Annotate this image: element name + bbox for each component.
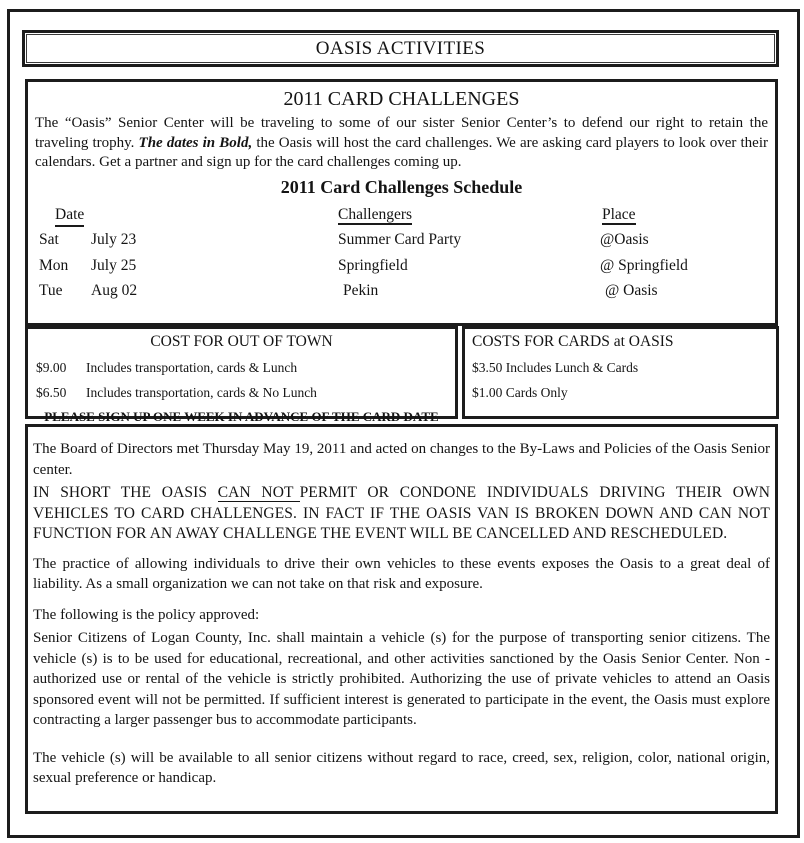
card-challenges-intro [34, 114, 769, 173]
policy-paragraph-in-short [32, 483, 771, 545]
cost-desc: Includes transportation, cards & Lunch [86, 360, 298, 375]
schedule-header-row [34, 205, 769, 231]
card-challenges-section [25, 79, 778, 326]
cell-challenger: Summer Card Party [338, 231, 462, 248]
cell-place: @ Oasis [605, 282, 658, 299]
card-challenges-heading: 2011 CARD CHALLENGES [283, 88, 520, 110]
schedule-table [34, 205, 769, 307]
column-header-date: Date [55, 205, 84, 227]
p2-part2: PERMIT OR CONDONE INDIVIDUALS DRIVING THEIR OWN VEHICLES TO CARD CHALLENGES. IN FACT IF THE OASIS VAN IS BROKEN DOWN AND CAN NOT FUNCTION FOR AN AWAY CHALLENGE THE EVENT WILL BE CANCELLED AND RESCHEDULED. [33, 484, 771, 542]
cell-day: Sat [39, 231, 59, 248]
cost-price: $6.50 [36, 385, 67, 400]
intro-part2: the Oasis will host the card challenges. We are asking card players to look over their calendars. Get a partner and sign up for the card challenges coming up. [35, 134, 768, 170]
cost-at-oasis-heading: COSTS FOR CARDS at OASIS [472, 333, 674, 350]
column-header-challengers: Challengers [338, 205, 413, 223]
policy-paragraph-vehicle: Senior Citizens of Logan County, Inc. shall maintain a vehicle (s) for the purpose of transporting senior citizens. The vehicle (s) is to be used for educational, recreational, and other activities sanctioned by the Oasis Senior Center. Non -authorized use or rental of the vehicle is strictly prohibited. Authorizing the use of private vehicles to attend an Oasis sponsored event will not be permitted. If sufficient interest is generated to participate in the event, the Oasis must explore contracting a larger passenger bus to accommodate participants. [33, 630, 770, 728]
cell-place: @Oasis [600, 231, 649, 248]
title-box [22, 30, 779, 67]
cell-challenger: Pekin [343, 282, 379, 299]
header-challengers-cell [338, 205, 600, 225]
cost-out-of-town-section [25, 326, 458, 424]
policy-paragraph-nondiscrimination: The vehicle (s) will be available to all senior citizens without regard to race, creed, sex, religion, color, national origin, sexual preference or handicap. [33, 749, 770, 786]
header-place-cell [600, 205, 769, 225]
policy-paragraph-following: The following is the policy approved: [33, 606, 260, 623]
cost-price: $9.00 [36, 360, 67, 375]
intro-bold-italic: The dates in Bold, [138, 134, 253, 151]
column-header-place: Place [602, 205, 636, 223]
p2-part1: IN SHORT THE OASIS [33, 484, 218, 501]
table-row [34, 281, 769, 307]
can-not-underlined: CAN NOT [218, 484, 300, 502]
cell-place: @ Springfield [600, 256, 688, 274]
page-title: OASIS ACTIVITIES [315, 37, 486, 59]
cost-out-of-town-heading: COST FOR OUT OF TOWN [150, 333, 333, 350]
signup-note: PLEASE SIGN UP ONE WEEK IN ADVANCE OF THE CARD DATE [44, 409, 439, 424]
intro-part1: The “Oasis” Senior Center will be traveling to some of our sister Senior Center’s to defend our right to retain the traveling trophy. [35, 115, 768, 151]
cell-date: July 23 [91, 231, 137, 248]
cell-date: July 25 [91, 256, 137, 274]
table-row [34, 256, 769, 282]
cost-at-oasis-section [462, 326, 779, 419]
cell-day: Mon [39, 256, 69, 274]
cost-item [33, 385, 450, 401]
header-date-cell [34, 205, 338, 227]
cost-item [33, 360, 450, 376]
cell-challenger: Springfield [338, 256, 408, 274]
cost-item: $1.00 Cards Only [472, 385, 568, 400]
cost-desc: Includes transportation, cards & No Lunch [86, 385, 317, 400]
cell-day: Tue [39, 282, 63, 299]
schedule-heading: 2011 Card Challenges Schedule [280, 176, 523, 197]
title-box-inner [26, 34, 775, 63]
table-row [34, 230, 769, 256]
policy-paragraph-practice: The practice of allowing individuals to drive their own vehicles to these events exposes the Oasis to a great deal of liability. As a small organization we can not take on that risk and exposure. [33, 555, 770, 592]
cost-item: $3.50 Includes Lunch & Cards [472, 360, 639, 375]
policy-paragraph-board: The Board of Directors met Thursday May 19, 2011 and acted on changes to the By-Laws and Policies of the Oasis Senior center. [33, 441, 770, 478]
policy-section [25, 424, 778, 814]
cell-date: Aug 02 [91, 282, 138, 299]
